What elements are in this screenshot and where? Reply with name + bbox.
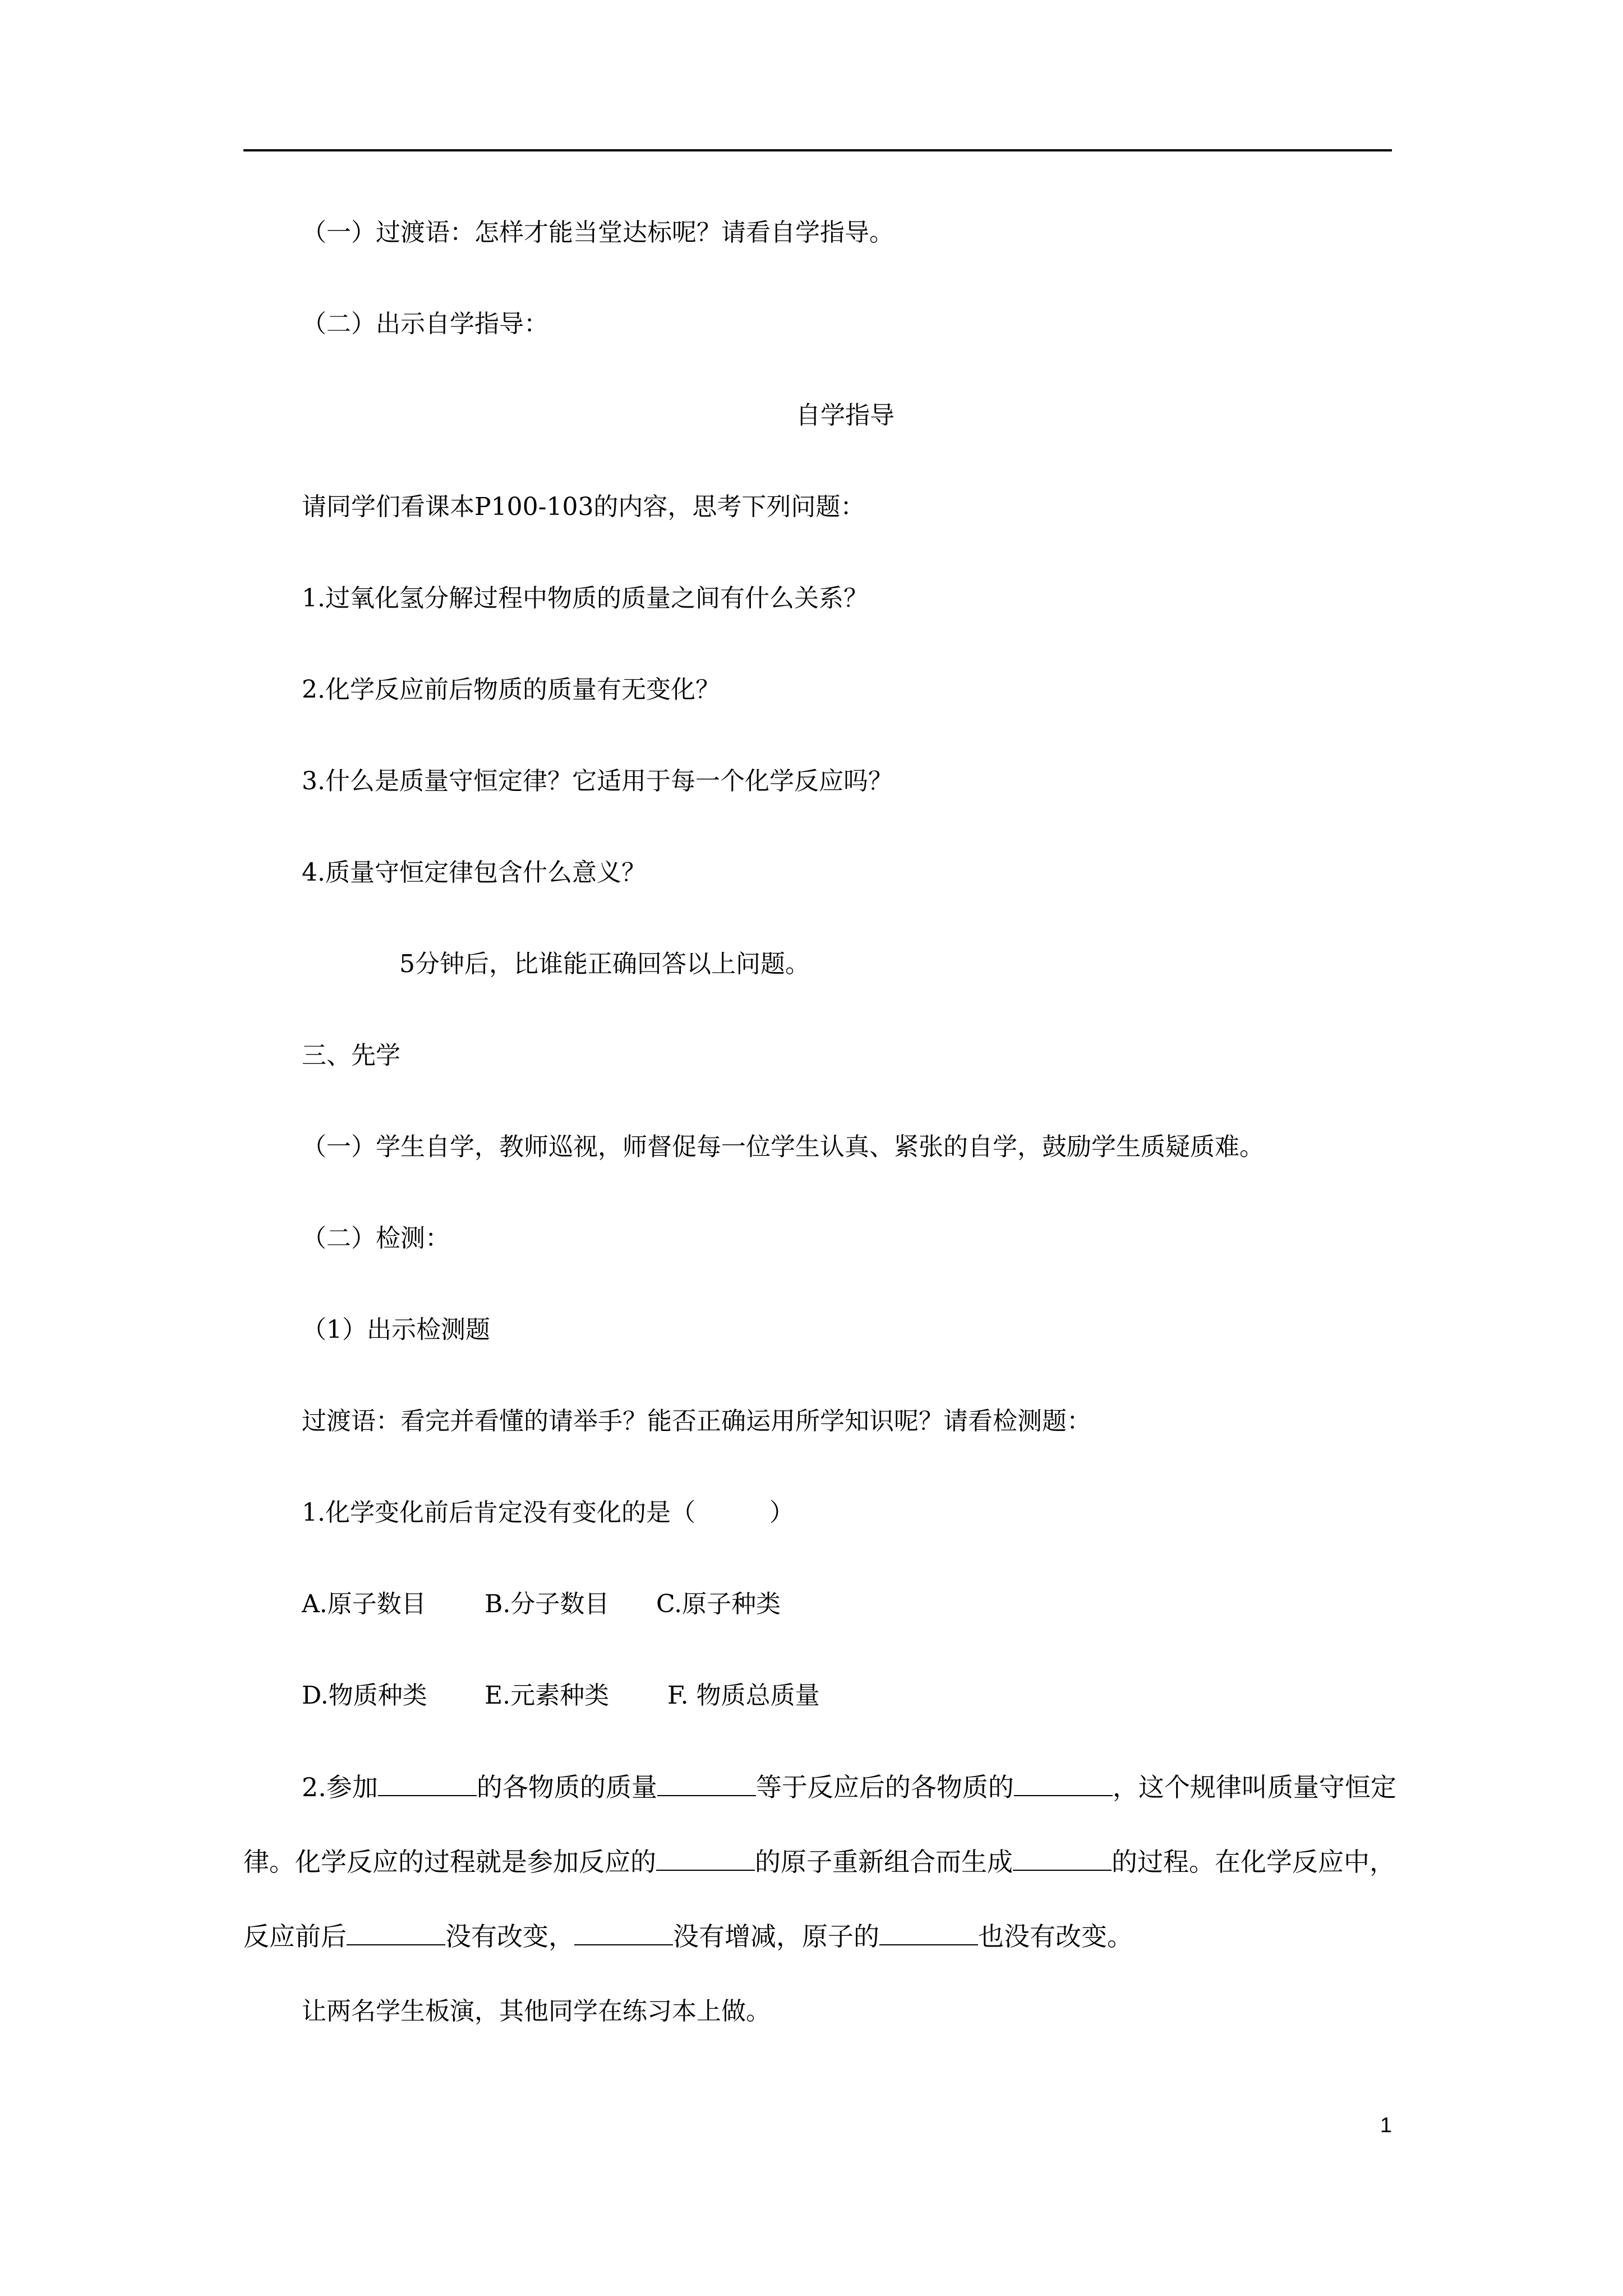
blank-line <box>879 1920 978 1945</box>
option-e: E.元素种类 <box>485 1681 610 1710</box>
guide-heading: 自学指导 <box>796 401 895 430</box>
header-rule <box>243 149 1392 151</box>
show-guide-text: （二）出示自学指导： <box>302 310 548 338</box>
fill-text: 没有改变， <box>445 1921 574 1952</box>
blank-line <box>574 1920 673 1945</box>
test-transition-text: 过渡语：看完并看懂的请举手？能否正确运用所学知识呢？请看检测题： <box>302 1407 1091 1435</box>
section-3-heading: 三、先学 <box>302 1041 400 1070</box>
option-d: D.物质种类 <box>302 1681 427 1710</box>
blank-line <box>1013 1845 1112 1871</box>
fill-text: 反应前后 <box>243 1921 347 1952</box>
blank-line <box>378 1770 477 1796</box>
show-test-text: （1）出示检测题 <box>302 1315 490 1344</box>
page-number: 1 <box>1380 2114 1392 2137</box>
question-3: 3.什么是质量守恒定律？它适用于每一个化学反应吗？ <box>302 767 893 795</box>
option-c: C.原子种类 <box>656 1590 781 1618</box>
fill-text: 律。化学反应的过程就是参加反应的 <box>243 1847 656 1877</box>
option-a: A.原子数目 <box>302 1590 426 1618</box>
fill-text: 2.参加 <box>302 1772 378 1802</box>
fill-text: ，这个规律叫质量守恒定 <box>1112 1772 1396 1802</box>
fill-text: 的各物质的质量 <box>476 1772 657 1802</box>
options-row-1 <box>302 1588 781 1621</box>
test-question-1: 1.化学变化前后肯定没有变化的是（ ） <box>302 1498 794 1527</box>
self-study-text: （一）学生自学，教师巡视，师督促每一位学生认真、紧张的自学，鼓励学生质疑质难。 <box>302 1133 1264 1161</box>
test-heading: （二）检测： <box>302 1224 450 1253</box>
fill-text: 等于反应后的各物质的 <box>755 1772 1014 1802</box>
options-row-2 <box>302 1679 820 1713</box>
question-4: 4.质量守恒定律包含什么意义？ <box>302 858 646 887</box>
blank-line <box>1014 1770 1113 1796</box>
guide-instruction: 请同学们看课本P100-103的内容，思考下列问题： <box>302 493 865 521</box>
question-1: 1.过氧化氢分解过程中物质的质量之间有什么关系？ <box>302 584 868 613</box>
fill-text: 的原子重新组合而生成 <box>755 1847 1013 1877</box>
fill-blank-line-3 <box>243 1920 1133 1953</box>
fill-text: 的过程。在化学反应中， <box>1112 1847 1395 1877</box>
transition-text: （一）过渡语：怎样才能当堂达标呢？请看自学指导。 <box>302 218 894 247</box>
fill-blank-line-1 <box>302 1770 1396 1804</box>
option-f: F. 物质总质量 <box>667 1681 820 1710</box>
fill-text: 没有增减，原子的 <box>673 1921 879 1952</box>
fill-text: 也没有改变。 <box>978 1921 1133 1952</box>
fill-blank-line-2 <box>243 1845 1395 1879</box>
blank-line <box>657 1770 756 1796</box>
board-practice-text: 让两名学生板演，其他同学在练习本上做。 <box>302 1997 771 2026</box>
question-2: 2.化学反应前后物质的质量有无变化？ <box>302 675 720 704</box>
blank-line <box>347 1920 445 1945</box>
blank-line <box>656 1845 755 1871</box>
option-b: B.分子数目 <box>485 1590 610 1618</box>
five-minutes-text: 5分钟后，比谁能正确回答以上问题。 <box>399 950 810 978</box>
